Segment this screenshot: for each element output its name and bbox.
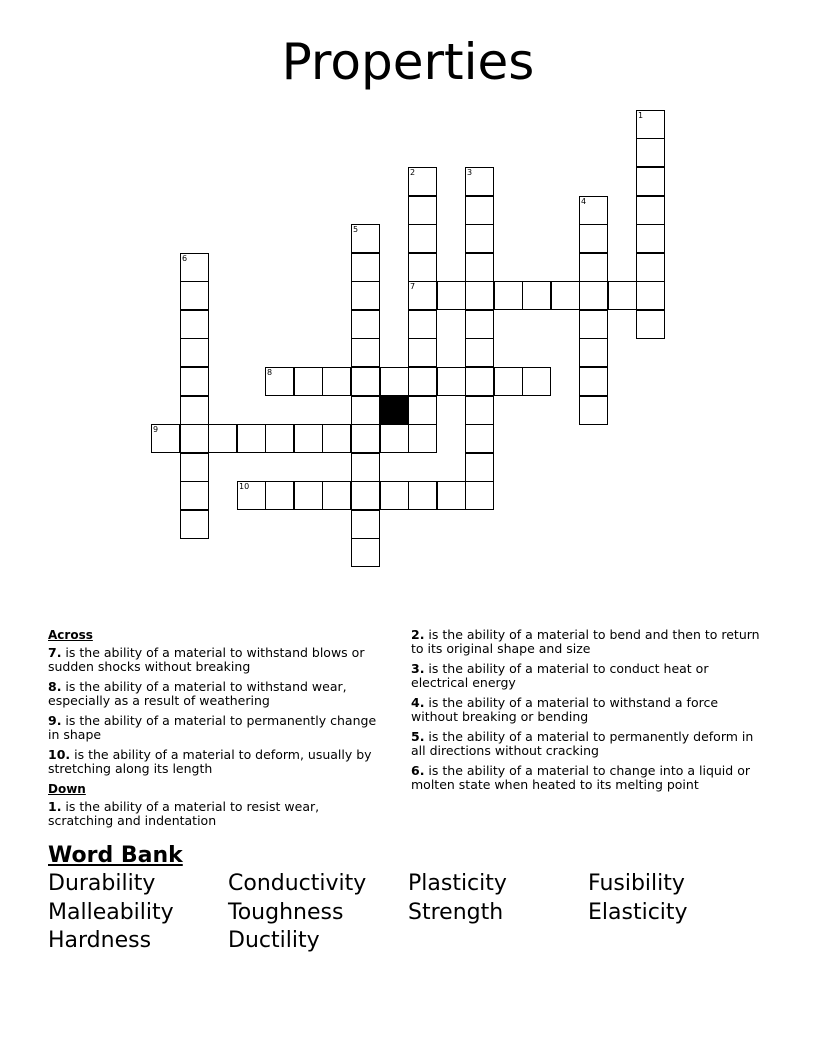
- word-bank-word: Ductility: [228, 928, 320, 953]
- grid-cell[interactable]: [465, 424, 494, 453]
- clue-text: is the ability of a material to resist wear, scratching and indentation: [48, 799, 320, 828]
- grid-cell[interactable]: [636, 138, 665, 167]
- grid-cell[interactable]: [465, 338, 494, 367]
- grid-cell[interactable]: [294, 367, 323, 396]
- grid-cell[interactable]: [180, 396, 209, 425]
- across-heading: Across: [48, 628, 93, 642]
- clue-number: 9: [153, 425, 159, 434]
- clue-text: is the ability of a material to withstand a force without breaking or bending: [411, 695, 719, 724]
- down-clue-list-continued: [411, 628, 761, 792]
- grid-cell[interactable]: [351, 281, 380, 310]
- grid-cell[interactable]: [322, 481, 351, 510]
- grid-cell[interactable]: [294, 424, 323, 453]
- clue: [411, 696, 761, 724]
- grid-cell[interactable]: [608, 281, 637, 310]
- clue-text: is the ability of a material to change into a liquid or molten state when heated to its melting point: [411, 763, 750, 792]
- grid-cell[interactable]: [465, 310, 494, 339]
- grid-cell[interactable]: [180, 510, 209, 539]
- grid-cell[interactable]: [380, 424, 409, 453]
- clue: [411, 764, 761, 792]
- clue: [411, 730, 761, 758]
- grid-cell[interactable]: [408, 196, 437, 225]
- clue: [411, 662, 761, 690]
- clue-num: 8.: [48, 679, 62, 694]
- grid-cell[interactable]: [180, 453, 209, 482]
- grid-cell[interactable]: [408, 481, 437, 510]
- grid-cell[interactable]: [180, 281, 209, 310]
- grid-cell[interactable]: [579, 396, 608, 425]
- grid-cell[interactable]: [494, 367, 523, 396]
- down-heading: Down: [48, 782, 86, 796]
- clue-text: is the ability of a material to withstand blows or sudden shocks without breaking: [48, 645, 365, 674]
- clues-left-column: [48, 628, 388, 834]
- grid-cell[interactable]: [408, 338, 437, 367]
- grid-cell[interactable]: [408, 396, 437, 425]
- clue-num: 7.: [48, 645, 62, 660]
- grid-cell[interactable]: [408, 424, 437, 453]
- grid-cell[interactable]: [408, 310, 437, 339]
- grid-cell[interactable]: [579, 338, 608, 367]
- grid-cell[interactable]: [408, 224, 437, 253]
- grid-cell[interactable]: [351, 538, 380, 567]
- grid-cell[interactable]: [465, 224, 494, 253]
- grid-cell[interactable]: [465, 367, 494, 396]
- grid-cell[interactable]: [437, 281, 466, 310]
- grid-cell[interactable]: [636, 281, 665, 310]
- clue-text: is the ability of a material to permanently deform in all directions without cracking: [411, 729, 754, 758]
- grid-cell[interactable]: [265, 424, 294, 453]
- grid-cell[interactable]: [208, 424, 237, 453]
- grid-cell[interactable]: [408, 253, 437, 282]
- clue: [48, 646, 388, 674]
- word-bank-word: Conductivity: [228, 871, 367, 896]
- clue-number: 6: [182, 254, 188, 263]
- word-bank-word: Fusibility: [588, 871, 685, 896]
- clue: [48, 748, 388, 776]
- grid-cell[interactable]: [551, 281, 580, 310]
- grid-cell[interactable]: [636, 224, 665, 253]
- grid-cell[interactable]: [636, 253, 665, 282]
- grid-cell[interactable]: [180, 481, 209, 510]
- grid-cell[interactable]: [465, 453, 494, 482]
- clue-num: 10.: [48, 747, 71, 762]
- grid-cell[interactable]: [380, 481, 409, 510]
- grid-cell[interactable]: [465, 281, 494, 310]
- grid-cell[interactable]: [351, 338, 380, 367]
- clue-text: is the ability of a material to withstand wear, especially as a result of weathering: [48, 679, 347, 708]
- clue-num: 3.: [411, 661, 425, 676]
- clue-text: is the ability of a material to permanently change in shape: [48, 713, 377, 742]
- clue-number: 1: [638, 111, 644, 120]
- clue-number: 7: [410, 282, 416, 291]
- grid-cell[interactable]: [636, 167, 665, 196]
- word-bank-word: Elasticity: [588, 899, 688, 925]
- grid-cell[interactable]: [465, 396, 494, 425]
- clue: [411, 628, 761, 656]
- clue-num: 5.: [411, 729, 425, 744]
- down-clue-list: [48, 800, 388, 828]
- grid-cell[interactable]: [237, 424, 266, 453]
- clue: [48, 714, 388, 742]
- clue-number: 4: [581, 197, 587, 206]
- grid-cell[interactable]: [465, 253, 494, 282]
- grid-cell[interactable]: [437, 367, 466, 396]
- grid-cell[interactable]: [494, 281, 523, 310]
- grid-cell[interactable]: [322, 367, 351, 396]
- grid-cell[interactable]: [408, 367, 437, 396]
- grid-cell[interactable]: [636, 196, 665, 225]
- clues-right-column: [411, 628, 761, 798]
- word-bank-word: Durability: [48, 871, 156, 896]
- clue-number: 8: [267, 368, 273, 377]
- clue: [48, 800, 388, 828]
- grid-cell[interactable]: [579, 253, 608, 282]
- grid-cell[interactable]: [322, 424, 351, 453]
- grid-cell[interactable]: [180, 367, 209, 396]
- clue-number: 5: [353, 225, 359, 234]
- grid-cell[interactable]: [351, 253, 380, 282]
- grid-cell[interactable]: [351, 481, 380, 510]
- grid-cell[interactable]: [351, 510, 380, 539]
- grid-cell[interactable]: [636, 310, 665, 339]
- word-bank-word: Toughness: [228, 899, 344, 925]
- clue-number: 2: [410, 168, 416, 177]
- grid-cell[interactable]: [265, 481, 294, 510]
- grid-cell[interactable]: [351, 453, 380, 482]
- word-bank-word: Hardness: [48, 928, 152, 953]
- grid-cell[interactable]: [180, 338, 209, 367]
- clue-num: 1.: [48, 799, 62, 814]
- clue-text: is the ability of a material to deform, usually by stretching along its length: [48, 747, 372, 776]
- grid-cell[interactable]: [380, 367, 409, 396]
- word-bank-word: Plasticity: [408, 871, 507, 896]
- clue-num: 4.: [411, 695, 425, 710]
- grid-cell[interactable]: [351, 424, 380, 453]
- grid-cell[interactable]: [294, 481, 323, 510]
- clue-num: 2.: [411, 627, 425, 642]
- clue-text: is the ability of a material to bend and then to return to its original shape and size: [411, 627, 760, 656]
- grid-cell[interactable]: [579, 281, 608, 310]
- grid-cell[interactable]: [465, 196, 494, 225]
- clue-number: 3: [467, 168, 473, 177]
- grid-cell[interactable]: [579, 224, 608, 253]
- word-bank-word: Malleability: [48, 899, 174, 925]
- clue: [48, 680, 388, 708]
- word-bank-title: Word Bank: [48, 843, 183, 868]
- grid-cell[interactable]: [180, 424, 209, 453]
- clue-text: is the ability of a material to conduct heat or electrical energy: [411, 661, 709, 690]
- grid-cell[interactable]: [351, 367, 380, 396]
- black-square: [380, 396, 409, 425]
- clue-num: 6.: [411, 763, 425, 778]
- word-bank-word: Strength: [408, 899, 504, 925]
- page-title: Properties: [281, 33, 535, 91]
- clue-number: 10: [239, 482, 250, 491]
- grid-cell[interactable]: [437, 481, 466, 510]
- grid-cell[interactable]: [351, 310, 380, 339]
- grid-cell[interactable]: [522, 281, 551, 310]
- grid-cell[interactable]: [522, 367, 551, 396]
- grid-cell[interactable]: [579, 367, 608, 396]
- grid-cell[interactable]: [180, 310, 209, 339]
- grid-cell[interactable]: [579, 310, 608, 339]
- clue-num: 9.: [48, 713, 62, 728]
- grid-cell[interactable]: [465, 481, 494, 510]
- grid-cell[interactable]: [351, 396, 380, 425]
- across-clue-list: [48, 646, 388, 776]
